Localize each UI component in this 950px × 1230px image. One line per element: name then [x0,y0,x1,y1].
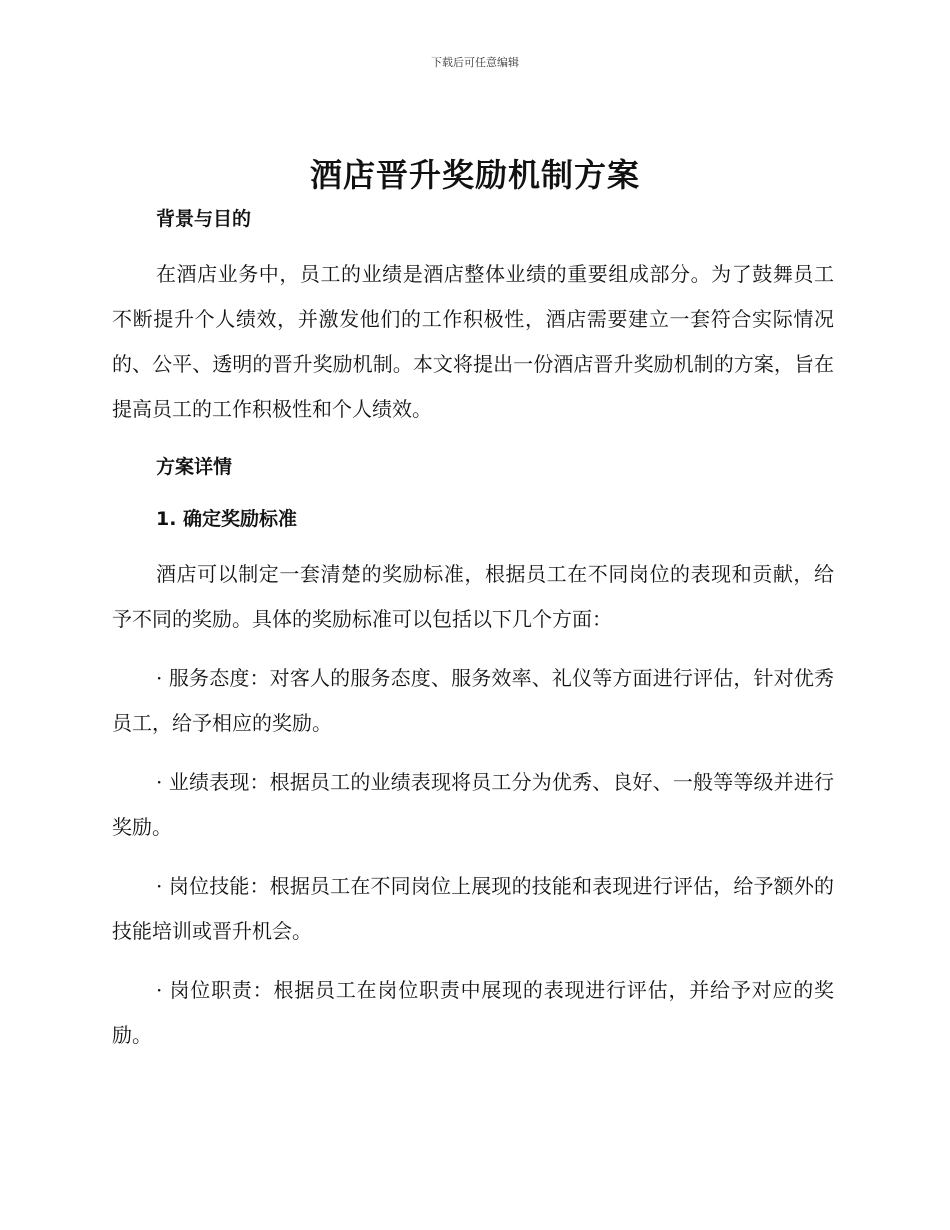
sub-heading-standards: 1. 确定奖励标准 [156,508,298,530]
bullet-performance: · 业绩表现：根据员工的业绩表现将员工分为优秀、良好、一般等等级并进行奖励。 [112,770,834,839]
bullet-job-duties: · 岗位职责：根据员工在岗位职责中展现的表现进行评估，并给予对应的奖励。 [112,978,834,1047]
document-body [112,200,834,1058]
bullet-service-attitude: · 服务态度：对客人的服务态度、服务效率、礼仪等方面进行评估，针对优秀员工，给予相应的奖励。 [112,666,834,735]
bullet-job-skills: · 岗位技能：根据员工在不同岗位上展现的技能和表现进行评估，给予额外的技能培训或晋升机会。 [112,874,834,943]
background-paragraph: 在酒店业务中，员工的业绩是酒店整体业绩的重要组成部分。为了鼓舞员工不断提升个人绩效，并激发他们的工作积极性，酒店需要建立一套符合实际情况的、公平、透明的晋升奖励机制。本文将提出一份酒店晋升奖励机制的方案，旨在提高员工的工作积极性和个人绩效。 [112,262,834,421]
section-heading-background: 背景与目的 [156,208,252,230]
section-heading-details: 方案详情 [156,456,233,478]
document-title: 酒店晋升奖励机制方案 [309,156,640,194]
header-note: 下载后可任意编辑 [431,56,519,69]
standards-intro-paragraph: 酒店可以制定一套清楚的奖励标准，根据员工在不同岗位的表现和贡献，给予不同的奖励。具体的奖励标准可以包括以下几个方面： [112,562,834,631]
